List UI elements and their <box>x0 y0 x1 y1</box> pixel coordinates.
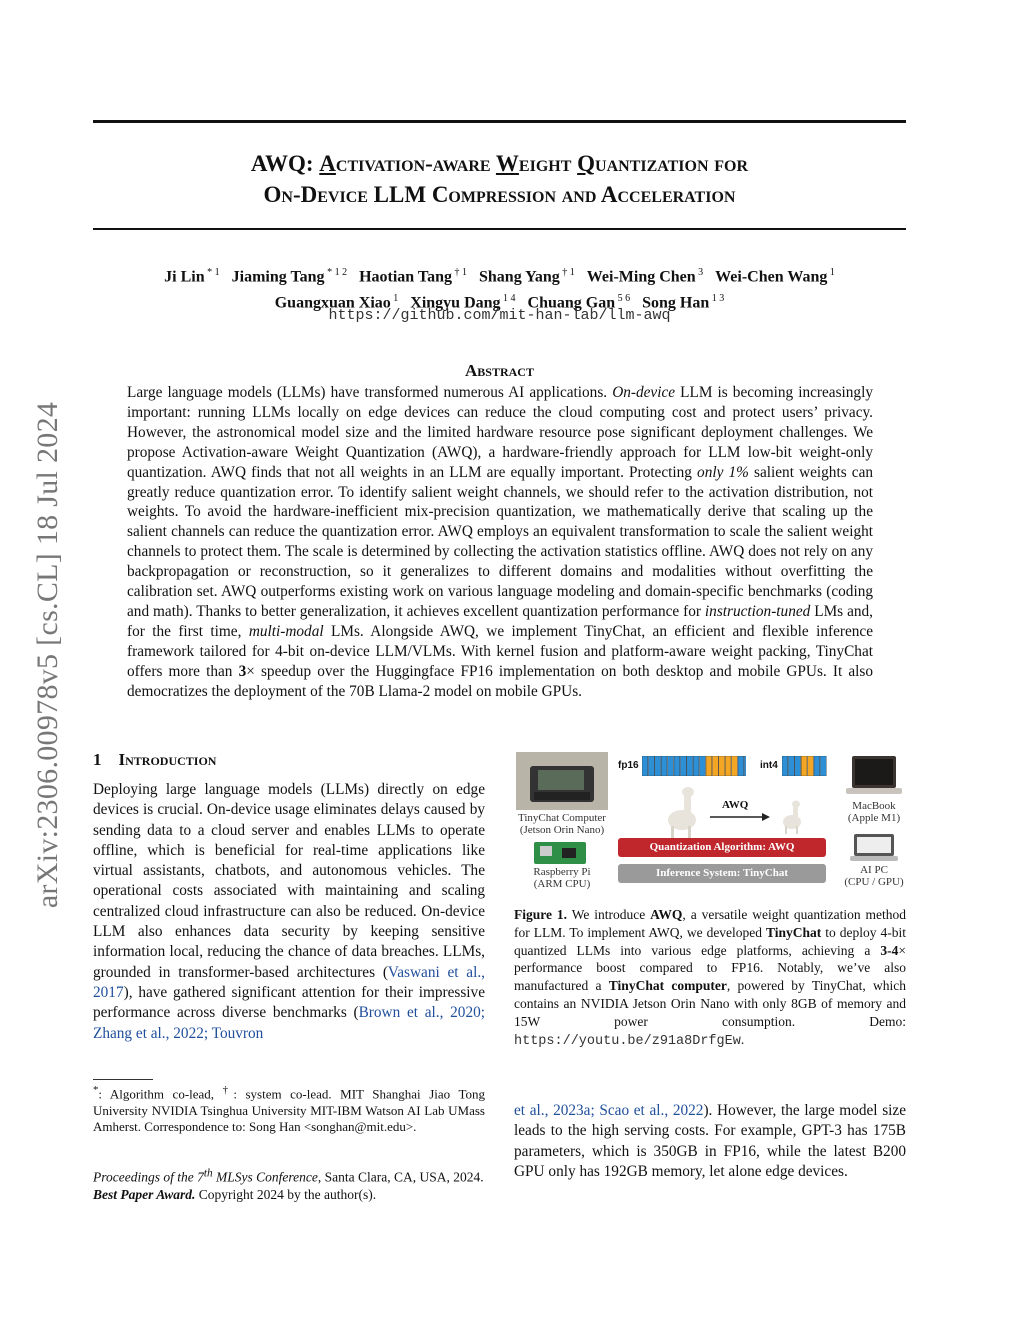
int4-weight-cell <box>814 756 820 776</box>
author-affiliation: 3 <box>695 267 704 278</box>
author-name: Shang Yang <box>479 268 560 286</box>
author-affiliation: † 1 <box>559 267 575 278</box>
figure-1-caption: Figure 1. We introduce AWQ, a versatile weight quantization method for LLM. To implement AWQ, we developed TinyChat to deploy 4-bit quantized LLMs into various edge platforms, achieving a 3-4× performance boost compared to FP16. Notably, we’ve also manufactured a TinyChat computer, powered by TinyChat, which contains an NVIDIA Jetson Orin Nano with only 8GB of memory and 15W power consumption. Demo: https://youtu.be/z91a8DrfgEw. <box>514 907 907 1049</box>
fp16-label: fp16 <box>618 760 639 771</box>
repo-link[interactable]: https://github.com/mit-han-lab/llm-awq <box>328 307 671 324</box>
arm-cpu-label: (ARM CPU) <box>533 878 591 890</box>
int4-weight-cell <box>795 756 801 776</box>
fp16-weight-cell <box>732 756 738 776</box>
author-affiliation: 1 4 <box>500 293 516 305</box>
jetson-label: (Jetson Orin Nano) <box>519 824 605 836</box>
section-heading-introduction: 1 Introduction <box>93 750 217 769</box>
fp16-weight-cell <box>744 756 746 776</box>
fp16-weight-cell <box>738 756 744 776</box>
title-bottom-rule <box>93 228 906 230</box>
author-name: Song Han <box>642 294 710 312</box>
fp16-weight-bar <box>642 756 746 776</box>
author-affiliation: 1 <box>390 293 399 305</box>
citation-link[interactable]: Brown et al., 2020; Zhang et al., 2022; Touvron <box>93 1004 486 1042</box>
cpu-gpu-label: (CPU / GPU) <box>844 876 904 888</box>
proceedings-note: Proceedings of the 7th MLSys Conference, Santa Clara, CA, USA, 2024. Best Paper Award. Copyright 2024 by the author(s). <box>93 1167 484 1202</box>
int4-weight-bar <box>782 756 830 776</box>
fp16-weight-cell <box>712 756 718 776</box>
tinychat-computer-label: TinyChat Computer <box>518 812 606 824</box>
footnote-rule <box>93 1079 153 1080</box>
awq-arrow <box>710 812 770 822</box>
fp16-weight-cell <box>706 756 712 776</box>
author-affiliation: * 1 2 <box>324 267 348 278</box>
author-name: Ji Lin <box>164 268 205 286</box>
macbook-image <box>846 756 902 798</box>
author-name: Xingyu Dang <box>410 294 501 312</box>
author-name: Jiaming Tang <box>231 268 325 286</box>
author-name: Wei-Ming Chen <box>586 268 696 286</box>
author-name: Wei-Chen Wang <box>715 268 828 286</box>
int4-weight-cell <box>782 756 788 776</box>
awq-arrow-label: AWQ <box>722 799 749 811</box>
fp16-weight-cell <box>642 756 648 776</box>
int4-weight-cell <box>788 756 794 776</box>
fp16-weight-cell <box>668 756 674 776</box>
int4-weight-cell <box>820 756 826 776</box>
fp16-weight-cell <box>725 756 731 776</box>
raspberry-pi-image <box>534 840 586 866</box>
quantization-algorithm-bar: Quantization Algorithm: AWQ <box>618 838 826 857</box>
fp16-weight-cell <box>687 756 693 776</box>
intro-left-column: Deploying large language models (LLMs) directly on edge devices is crucial. On-device usage eliminates delays caused by sending data to a cloud server and enables LLMs to operate offline, which is beneficial for real-time applications like virtual assistants, chatbots, and autonomous vehicles. The operational costs associated with maintaining and scaling centralized cloud infrastructure can also be reduced. On-device LLM also enhances data security by keeping sensitive information local, reducing the chance of data breaches. LLMs, grounded in transformer-based architectures (Vaswani et al., 2017), have gathered significant attention for their impressive performance across diverse benchmarks (Brown et al., 2020; Zhang et al., 2022; Touvron <box>93 781 486 1042</box>
inference-system-bar: Inference System: TinyChat <box>618 864 826 883</box>
raspberry-pi-label: Raspberry Pi <box>533 866 591 878</box>
intro-right-column: et al., 2023a; Scao et al., 2022). However, the large model size leads to the high serving costs. For example, GPT-3 has 175B parameters, which is 350GB in FP16, while the latest B200 GPU only has 192GB memory, let alone edge devices. <box>514 1102 906 1180</box>
figure-1 <box>514 752 906 894</box>
fp16-weight-cell <box>680 756 686 776</box>
author-affiliation: 5 6 <box>615 293 631 305</box>
fp16-weight-cell <box>648 756 654 776</box>
apple-m1-label: (Apple M1) <box>847 812 901 824</box>
int4-weight-cell <box>808 756 814 776</box>
int4-label: int4 <box>760 760 778 771</box>
demo-link[interactable]: https://youtu.be/z91a8DrfgEw <box>514 1033 741 1049</box>
author-affiliation: 1 <box>827 267 835 278</box>
arxiv-sidebar-stamp: arXiv:2306.00978v5 [cs.CL] 18 Jul 2024 <box>31 401 64 909</box>
tinychat-computer-image <box>516 752 608 810</box>
fp16-weight-cell <box>693 756 699 776</box>
author-name: Chuang Gan <box>527 294 616 312</box>
paper-title: AWQ: Activation-aware Weight Quantization for On-Device LLM Compression and Acceleration <box>250 151 749 207</box>
abstract-text: Large language models (LLMs) have transformed numerous AI applications. On-device LLM is becoming increasingly important: running LLMs locally on edge devices can reduce the cloud computing cost and protect users’ privacy. However, the astronomical model size and the limited hardware resource pose significant deployment challenges. We propose Activation-aware Weight Quantization (AWQ), a hardware-friendly approach for LLM low-bit weight-only quantization. AWQ finds that not all weights in an LLM are equally important. Protecting only 1% salient weights can greatly reduce quantization error. To identify salient weight channels, we should refer to the activation distribution, not weights. To avoid the hardware-inefficient mix-precision quantization, we mathematically derive that scaling up the salient channels can reduce the quantization error. AWQ employs an equivalent transformation to scale the salient weight channels to protect them. The scale is determined by collecting the activation statistics offline. AWQ does not rely on any backpropagation or reconstruction, so it generalizes to different domains and modalities without overfitting the calibration set. AWQ outperforms existing work on various language modeling and domain-specific benchmarks (coding and math). Thanks to better generalization, it achieves excellent quantization performance for instruction-tuned LMs and, for the first time, multi-modal LMs. Alongside AWQ, we implement TinyChat, an efficient and flexible inference framework tailored for 4-bit on-device LLM/VLMs. With kernel fusion and platform-aware weight packing, TinyChat offers more than 3× speedup over the Huggingface FP16 implementation on both desktop and mobile GPUs. It also democratizes the deployment of the 70B Llama-2 model on mobile GPUs. <box>127 384 874 700</box>
citation-link[interactable]: et al., 2023a; Scao et al., 2022 <box>514 1102 704 1119</box>
citation-link[interactable]: Vaswani et al., 2017 <box>93 963 485 1001</box>
small-llama-image <box>780 800 804 834</box>
fp16-weight-cell <box>661 756 667 776</box>
int4-weight-cell <box>801 756 807 776</box>
fp16-weight-cell <box>700 756 706 776</box>
large-llama-image <box>662 786 702 838</box>
fp16-weight-cell <box>674 756 680 776</box>
abstract-heading: Abstract <box>465 361 534 380</box>
author-affiliation: * 1 <box>204 267 220 278</box>
macbook-label: MacBook <box>852 800 896 812</box>
author-affiliation: † 1 <box>452 267 467 278</box>
top-rule <box>93 120 906 123</box>
ai-pc-image <box>850 834 898 862</box>
fp16-weight-cell <box>655 756 661 776</box>
author-name: Guangxuan Xiao <box>274 294 391 312</box>
author-name: Haotian Tang <box>359 268 452 286</box>
fp16-weight-cell <box>719 756 725 776</box>
footnote: *: Algorithm co-lead, †: system co-lead. MIT Shanghai Jiao Tong University NVIDIA Tsinghua University MIT-IBM Watson AI Lab UMass Amherst. Correspondence to: Song Han <songhan@mit.edu>. <box>93 1084 485 1135</box>
author-affiliation: 1 3 <box>709 293 725 305</box>
ai-pc-label: AI PC <box>860 864 888 876</box>
